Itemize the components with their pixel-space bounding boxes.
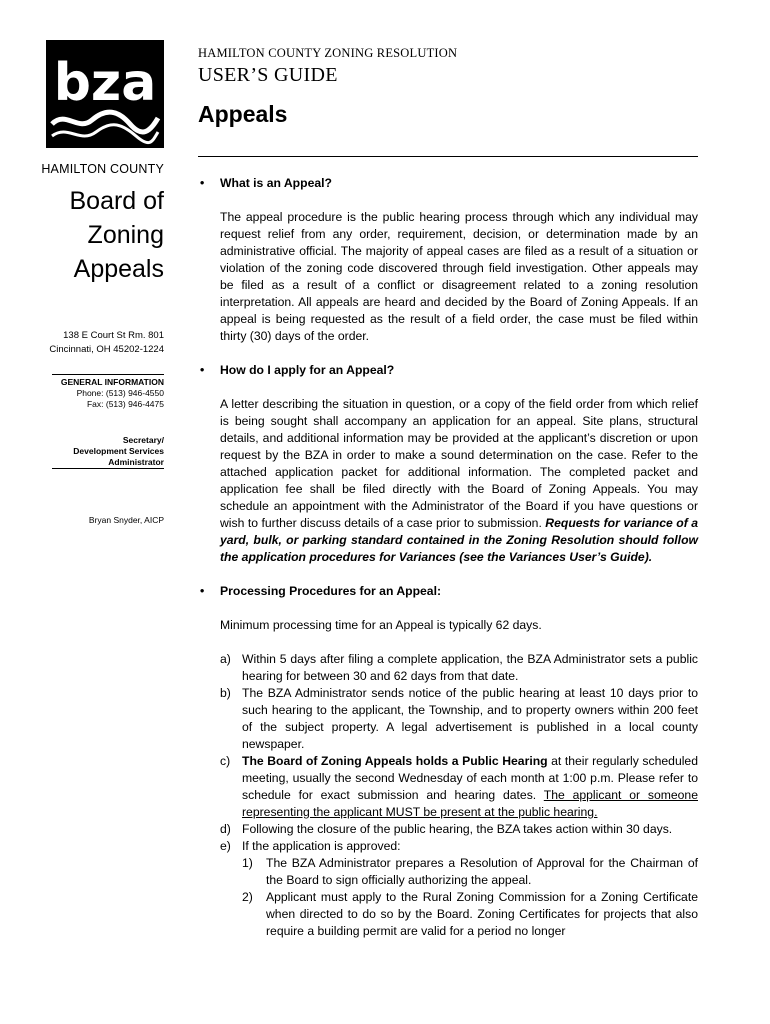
list-item-text: Within 5 days after filing a complete application, the BZA Administrator sets a public hearing for between 30 and 62 days from that date. bbox=[242, 652, 698, 683]
sub-list bbox=[242, 855, 698, 940]
section-heading-text: What is an Appeal? bbox=[220, 176, 332, 190]
phone: Phone: (513) 946-4550 bbox=[76, 388, 164, 398]
list-item-text: If the application is approved: bbox=[242, 839, 401, 853]
section-heading-what bbox=[198, 175, 698, 192]
bza-logo bbox=[46, 40, 164, 148]
address-line-2: Cincinnati, OH 45202-1224 bbox=[49, 344, 164, 355]
list-item-text: at their regularly scheduled meeting, usually the second Wednesday of each month at 1:00 p.m. Please refer to schedule for exact submission and hearing dates. bbox=[242, 754, 698, 802]
list-item bbox=[220, 838, 698, 940]
sub-list-item-text: The BZA Administrator prepares a Resolution of Approval for the Chairman of the Board to sign officially authorizing the appeal. bbox=[266, 856, 698, 887]
fax: Fax: (513) 946-4475 bbox=[86, 399, 164, 409]
org-line-1: Board of bbox=[69, 187, 164, 215]
list-item bbox=[220, 753, 698, 821]
contact-role bbox=[36, 435, 164, 468]
document-kicker: HAMILTON COUNTY ZONING RESOLUTION bbox=[198, 46, 458, 60]
list-item-label: c) bbox=[220, 754, 231, 768]
org-line-2: Zoning bbox=[87, 221, 164, 249]
paragraph-how bbox=[220, 396, 698, 566]
bullet-icon: • bbox=[200, 584, 205, 598]
paragraph-what: The appeal procedure is the public hearing process through which any individual may request relief from any order, requirement, decision, or determination made by an administrative official. The majority of appeal cases are filed as a result of a situation or violation of the zoning code discovered through field investigation. Other appeals may be filed as a result of a conflict or disagreement related to a zoning resolution interpretation. All appeals are heard and decided by the Board of Zoning Appeals. If an appeal is being requested as the result of a field order, the case must be filed within thirty (30) days of the order. bbox=[220, 210, 698, 343]
contact-name: Bryan Snyder, AICP bbox=[88, 515, 164, 525]
section-heading-text: Processing Procedures for an Appeal: bbox=[220, 584, 442, 598]
role-line-3: Administrator bbox=[108, 457, 164, 467]
list-item bbox=[220, 651, 698, 685]
procedure-list bbox=[220, 651, 698, 940]
page-header bbox=[198, 46, 698, 128]
bullet-icon: • bbox=[200, 176, 205, 190]
sidebar-divider bbox=[52, 374, 164, 375]
page-title: Appeals bbox=[198, 101, 288, 127]
county-label: HAMILTON COUNTY bbox=[41, 162, 164, 176]
list-item-label: e) bbox=[220, 839, 231, 853]
paragraph-processing: Minimum processing time for an Appeal is typically 62 days. bbox=[220, 618, 542, 632]
list-item-text: The BZA Administrator sends notice of the public hearing at least 10 days prior to such hearing to the applicant, the Township, and to property owners within 200 feet of the subject property. A legal advertisement is published in a local county newspaper. bbox=[242, 686, 698, 751]
logo-text: bza bbox=[53, 53, 157, 113]
general-info bbox=[36, 377, 164, 410]
general-info-heading: GENERAL INFORMATION bbox=[60, 377, 164, 387]
paragraph-how-text: A letter describing the situation in question, or a copy of the field order from which relief is being sought shall accompany an application for an appeal. Site plans, structural details, and additional information may be provided at the applicant’s discretion or upon request by the BZA in order to make a sound determination on the case. Refer to the attached application packet for additional information. The completed packet and application fee shall be filed directly with the Board of Zoning Appeals. You may schedule an appointment with the Administrator of the Board if you have questions or wish to further discuss details of a case prior to submission. bbox=[220, 397, 698, 530]
list-item-bold: The Board of Zoning Appeals holds a Public Hearing bbox=[242, 754, 548, 768]
org-name bbox=[36, 184, 164, 286]
sub-list-item-label: 1) bbox=[242, 856, 253, 870]
role-line-2: Development Services bbox=[73, 446, 164, 456]
list-item-text: Following the closure of the public hearing, the BZA takes action within 30 days. bbox=[242, 822, 673, 836]
list-item-label: a) bbox=[220, 652, 231, 666]
address bbox=[36, 329, 164, 357]
list-item-underline: The applicant or someone representing the applicant MUST be present at the public hearing. bbox=[242, 788, 698, 819]
paragraph-how-emphasis: Requests for variance of a yard, bulk, or parking standard contained in the Zoning Resolution should follow the application procedures for Variances (see the Variances User’s Guide). bbox=[220, 516, 698, 564]
org-line-3: Appeals bbox=[73, 255, 164, 283]
list-item-label: d) bbox=[220, 822, 231, 836]
sub-list-item bbox=[242, 855, 698, 889]
sub-list-item-label: 2) bbox=[242, 890, 253, 904]
header-divider bbox=[198, 156, 698, 157]
main-content bbox=[198, 175, 698, 940]
address-line-1: 138 E Court St Rm. 801 bbox=[63, 330, 164, 341]
list-item bbox=[220, 685, 698, 753]
list-item bbox=[220, 821, 698, 838]
section-heading-text: How do I apply for an Appeal? bbox=[220, 363, 395, 377]
section-heading-how bbox=[198, 362, 698, 379]
document-subtitle: USER’S GUIDE bbox=[198, 64, 338, 86]
sub-list-item-text: Applicant must apply to the Rural Zoning Commission for a Zoning Certificate when directed to do so by the Board. Zoning Certificates for projects that also require a building permit are valid for a period no longer bbox=[266, 890, 698, 938]
section-heading-processing bbox=[198, 583, 698, 600]
sub-list-item bbox=[242, 889, 698, 940]
list-item-label: b) bbox=[220, 686, 231, 700]
bullet-icon: • bbox=[200, 363, 205, 377]
sidebar-divider-2 bbox=[52, 468, 164, 469]
role-line-1: Secretary/ bbox=[122, 435, 164, 445]
